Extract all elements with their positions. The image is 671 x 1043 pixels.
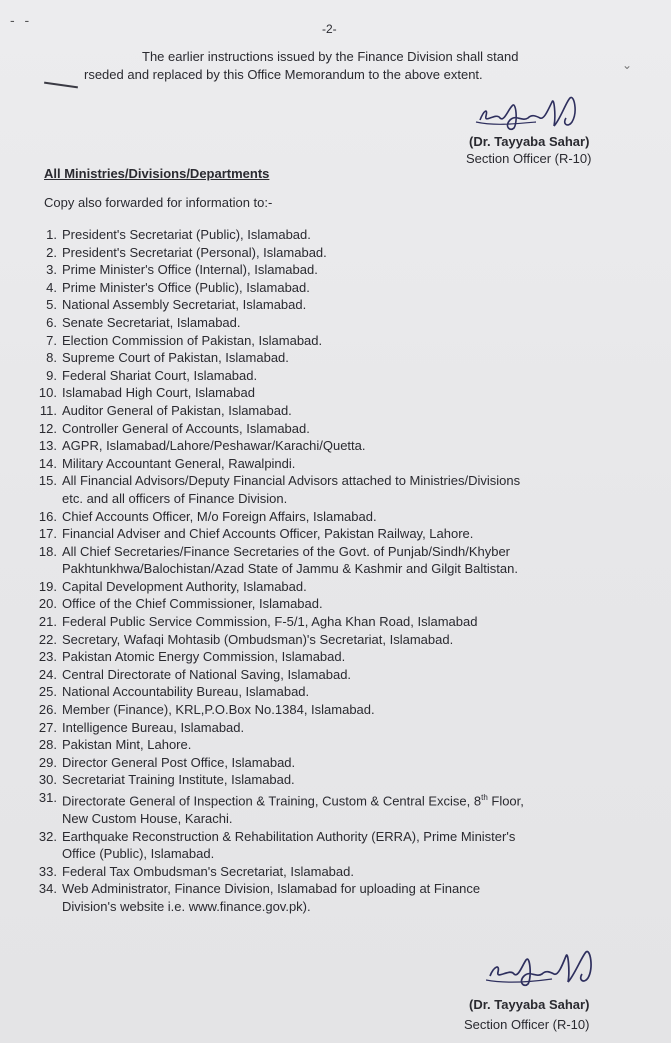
recipient-text: All Financial Advisors/Deputy Financial Advisors attached to Ministries/Divisions — [62, 473, 521, 489]
recipient-text: Earthquake Reconstruction & Rehabilitation Authority (ERRA), Prime Minister's — [62, 828, 516, 844]
signature-bottom-name: (Dr. Tayyaba Sahar) — [469, 997, 590, 1012]
recipient-number: 20. — [38, 596, 57, 612]
recipient-text: National Assembly Secretariat, Islamabad. — [62, 297, 307, 313]
recipient-text: Controller General of Accounts, Islamabad. — [62, 420, 310, 436]
recipient-number: 1. — [46, 227, 57, 242]
recipient-item — [30, 898, 630, 916]
recipient-text: Senate Secretariat, Islamabad. — [62, 314, 241, 330]
recipient-item — [30, 279, 630, 297]
recipient-number: 6. — [46, 314, 57, 330]
recipient-text: Financial Adviser and Chief Accounts Officer, Pakistan Railway, Lahore. — [62, 526, 474, 542]
recipient-item — [30, 525, 630, 543]
recipient-number: 21. — [38, 614, 57, 630]
recipient-item — [30, 332, 630, 350]
recipient-list — [30, 226, 630, 915]
recipient-number: 31. — [38, 790, 57, 805]
recipient-item — [30, 810, 630, 828]
recipient-text: Office (Public), Islamabad. — [62, 846, 215, 862]
recipient-number: 25. — [38, 684, 57, 700]
recipient-number: 22. — [38, 631, 57, 647]
copy-forwarded-line: Copy also forwarded for information to:- — [44, 195, 273, 210]
recipient-item — [30, 631, 630, 649]
recipient-text: All Chief Secretaries/Finance Secretaries of the Govt. of Punjab/Sindh/Khyber — [62, 543, 511, 559]
recipient-text: Islamabad High Court, Islamabad — [62, 385, 255, 401]
recipient-number: 17. — [38, 526, 57, 542]
recipient-number: 12. — [38, 420, 57, 436]
scan-tick-mark: ⌄ — [622, 58, 633, 72]
recipient-text: Federal Tax Ombudsman's Secretariat, Islamabad. — [62, 863, 354, 879]
recipient-number — [30, 810, 62, 828]
recipient-item — [30, 472, 630, 490]
recipient-text: Director General Post Office, Islamabad. — [62, 754, 296, 770]
recipient-number: 33. — [38, 863, 57, 879]
recipient-item — [30, 754, 630, 772]
recipient-item — [30, 845, 630, 863]
recipient-number — [30, 490, 62, 508]
recipient-number: 19. — [38, 578, 57, 594]
signature-top-title: Section Officer (R-10) — [466, 151, 592, 166]
recipient-number: 4. — [46, 279, 57, 295]
recipient-number: 16. — [38, 508, 57, 524]
recipient-text: Secretary, Wafaqi Mohtasib (Ombudsman)'s Secretariat, Islamabad. — [62, 631, 454, 647]
signature-top-name: (Dr. Tayyaba Sahar) — [469, 134, 590, 149]
recipient-item — [30, 508, 630, 526]
recipient-item — [30, 880, 630, 898]
recipient-number: 11. — [39, 402, 57, 418]
recipient-item — [30, 771, 630, 789]
recipient-item — [30, 719, 630, 737]
recipient-text: New Custom House, Karachi. — [62, 810, 233, 826]
recipient-item — [30, 543, 630, 561]
scan-mark: - - — [10, 12, 33, 28]
recipient-item — [30, 349, 630, 367]
recipient-number: 2. — [46, 244, 57, 260]
recipient-number: 34. — [38, 881, 57, 897]
recipient-text: Military Accountant General, Rawalpindi. — [62, 455, 296, 471]
recipient-item — [30, 296, 630, 314]
recipient-text: President's Secretariat (Personal), Islamabad. — [62, 244, 327, 260]
recipient-text: President's Secretariat (Public), Islamabad. — [62, 227, 311, 242]
intro-paragraph — [84, 48, 614, 84]
recipient-item — [30, 384, 630, 402]
recipient-item — [30, 683, 630, 701]
recipient-item — [30, 244, 630, 262]
recipient-text: Chief Accounts Officer, M/o Foreign Affairs, Islamabad. — [62, 508, 377, 524]
recipient-item — [30, 701, 630, 719]
recipient-item — [30, 560, 630, 578]
recipient-number: 18. — [38, 543, 57, 559]
signature-top-image — [474, 92, 584, 134]
recipient-text: Web Administrator, Finance Division, Islamabad for uploading at Finance — [62, 881, 481, 897]
intro-line-1: The earlier instructions issued by the Finance Division shall stand — [142, 49, 519, 64]
recipient-text: Federal Shariat Court, Islamabad. — [62, 367, 258, 383]
recipient-number: 24. — [38, 666, 57, 682]
recipient-item — [30, 402, 630, 420]
recipient-number: 10. — [38, 385, 57, 401]
recipient-item — [30, 789, 630, 810]
signature-bottom-title: Section Officer (R-10) — [464, 1017, 590, 1032]
recipient-number: 14. — [38, 455, 57, 471]
recipient-text: Election Commission of Pakistan, Islamabad. — [62, 332, 323, 348]
recipient-text: Directorate General of Inspection & Training, Custom & Central Excise, 8th Floor, — [62, 793, 524, 809]
recipient-number: 26. — [38, 702, 57, 718]
recipient-text: Capital Development Authority, Islamabad. — [62, 578, 307, 594]
recipient-item — [30, 648, 630, 666]
addressee-heading: All Ministries/Divisions/Departments — [44, 166, 270, 181]
recipient-number: 9. — [46, 367, 57, 383]
recipient-number: 27. — [38, 719, 57, 735]
recipient-text: Pakhtunkhwa/Balochistan/Azad State of Jammu & Kashmir and Gilgit Baltistan. — [62, 561, 518, 577]
recipient-item — [30, 226, 630, 244]
recipient-text: National Accountability Bureau, Islamabad. — [62, 684, 310, 700]
recipient-text: Prime Minister's Office (Public), Islamabad. — [62, 279, 310, 295]
recipient-number: 28. — [38, 737, 57, 753]
recipient-number — [30, 845, 62, 863]
recipient-text: Secretariat Training Institute, Islamabad. — [62, 772, 295, 788]
recipient-number: 7. — [46, 332, 57, 348]
recipient-item — [30, 455, 630, 473]
recipient-text: Member (Finance), KRL,P.O.Box No.1384, Islamabad. — [62, 702, 375, 718]
recipient-item — [30, 437, 630, 455]
recipient-number: 13. — [38, 438, 57, 454]
recipient-item — [30, 314, 630, 332]
recipient-text: Central Directorate of National Saving, Islamabad. — [62, 666, 352, 682]
recipient-text: Auditor General of Pakistan, Islamabad. — [62, 402, 292, 418]
recipient-item — [30, 666, 630, 684]
recipient-text: Pakistan Atomic Energy Commission, Islamabad. — [62, 649, 346, 665]
intro-line-2: rseded and replaced by this Office Memorandum to the above extent. — [84, 67, 483, 82]
recipient-item — [30, 863, 630, 881]
recipient-number: 5. — [46, 297, 57, 313]
recipient-number: 3. — [46, 262, 57, 278]
recipient-number: 32. — [38, 828, 57, 844]
recipient-item — [30, 613, 630, 631]
pen-stroke-mark — [44, 82, 78, 89]
recipient-number: 23. — [38, 649, 57, 665]
recipient-text: Prime Minister's Office (Internal), Islamabad. — [62, 262, 318, 278]
recipient-item — [30, 578, 630, 596]
recipient-text: AGPR, Islamabad/Lahore/Peshawar/Karachi/Quetta. — [62, 438, 366, 454]
recipient-text: Supreme Court of Pakistan, Islamabad. — [62, 350, 289, 366]
recipient-item — [30, 595, 630, 613]
recipient-number: 15. — [38, 473, 57, 489]
recipient-item — [30, 736, 630, 754]
signature-bottom-image — [486, 946, 606, 992]
recipient-number — [30, 560, 62, 578]
recipient-number: 8. — [46, 350, 57, 366]
recipient-item — [30, 261, 630, 279]
page-number: -2- — [322, 22, 337, 36]
recipient-text: Intelligence Bureau, Islamabad. — [62, 719, 245, 735]
recipient-text: Division's website i.e. www.finance.gov.pk). — [62, 898, 311, 914]
recipient-item — [30, 367, 630, 385]
recipient-text: Federal Public Service Commission, F-5/1, Agha Khan Road, Islamabad — [62, 614, 478, 630]
recipient-item — [30, 420, 630, 438]
recipient-text: Pakistan Mint, Lahore. — [62, 737, 192, 753]
recipient-item — [30, 828, 630, 846]
recipient-number: 29. — [38, 754, 57, 770]
recipient-item — [30, 490, 630, 508]
recipient-number — [30, 898, 62, 916]
recipient-text: Office of the Chief Commissioner, Islamabad. — [62, 596, 323, 612]
recipient-number: 30. — [38, 772, 57, 788]
recipient-text: etc. and all officers of Finance Division. — [62, 490, 288, 506]
